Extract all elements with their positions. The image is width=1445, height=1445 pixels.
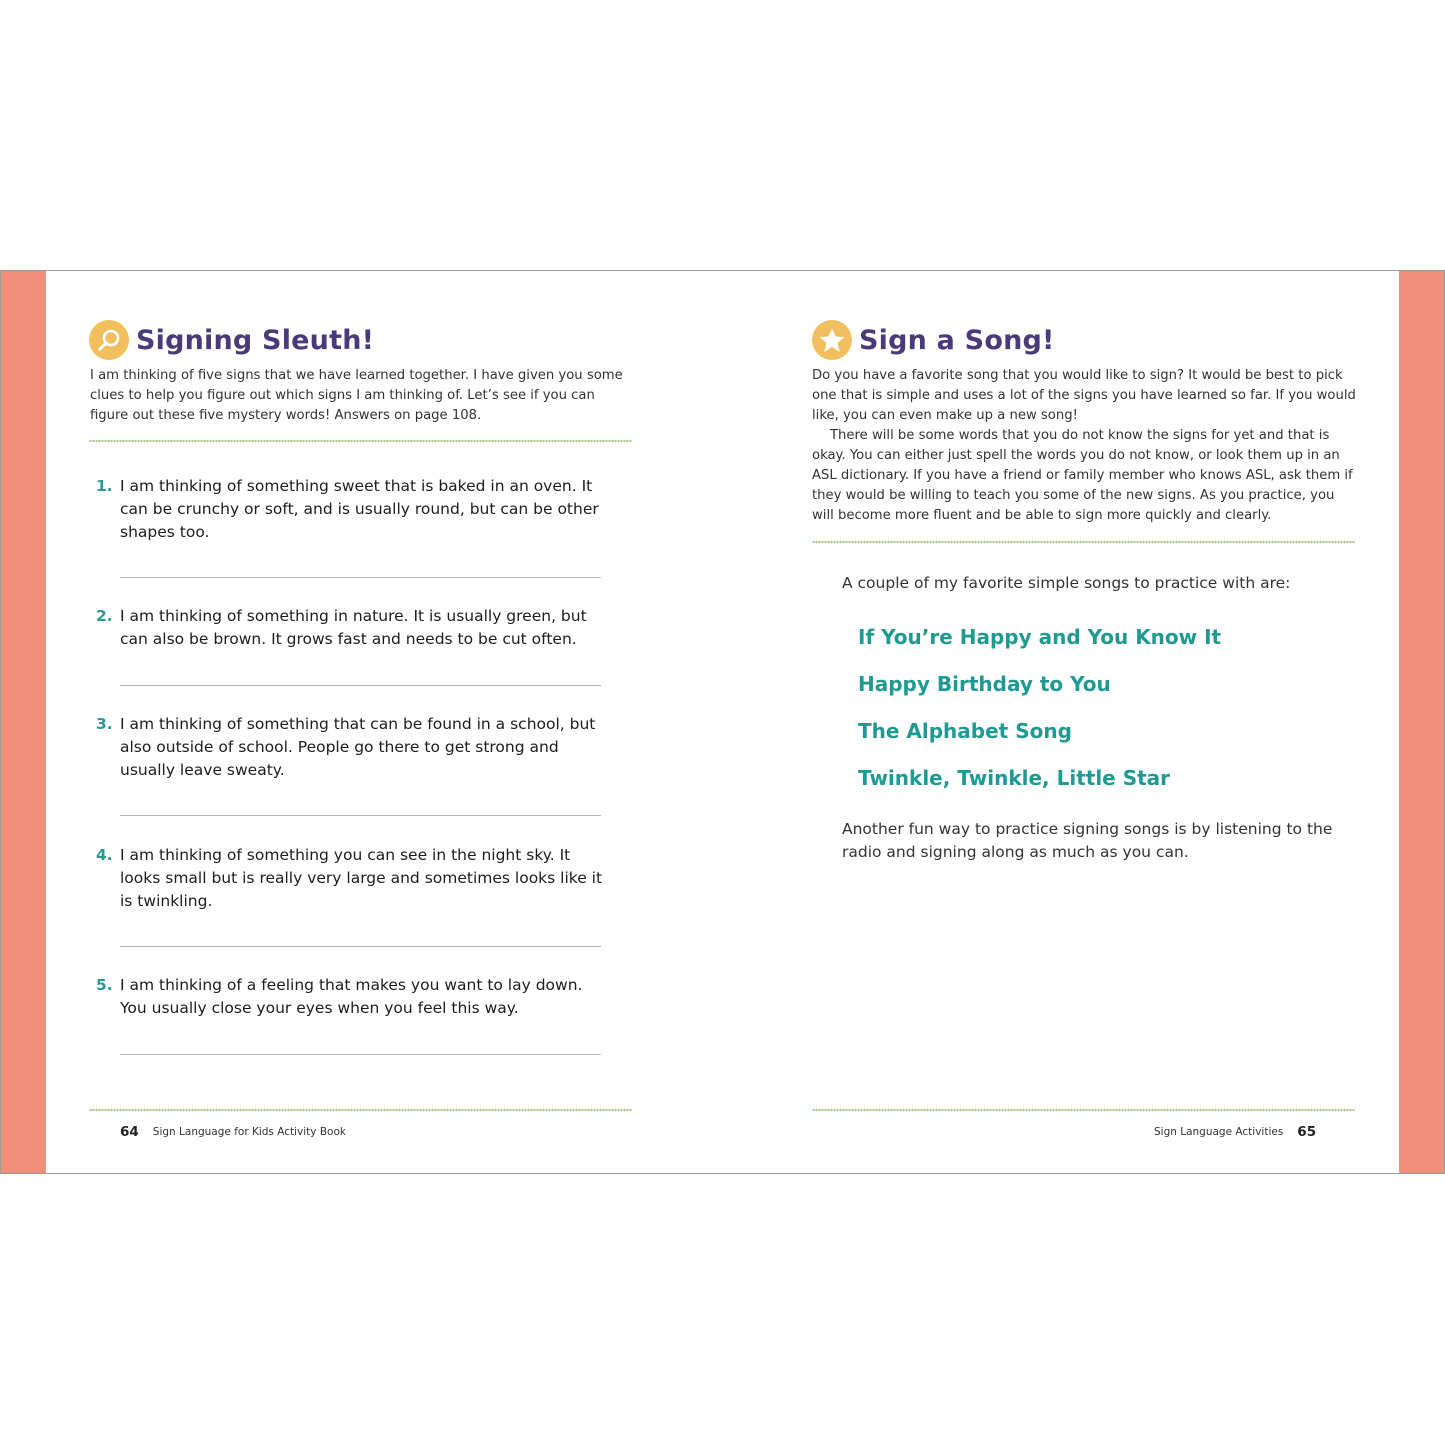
section-title: Sign Language Activities [1154, 1126, 1284, 1138]
intro-paragraph: There will be some words that you do not know the signs for yet and that is okay. You can either just spell the words you do not know, or look them up in an ASL dictionary. If you have a friend or family member who knows ASL, ask them if they would be willing to teach you some of the new signs. As you practice, you will become more fluent and be able to sign more quickly and clearly. [812, 428, 1353, 523]
question-item [96, 605, 606, 651]
question-item [96, 974, 606, 1020]
answer-line[interactable] [120, 577, 601, 578]
answer-line[interactable] [120, 815, 601, 816]
question-text: I am thinking of a feeling that makes you want to lay down. You usually close your eyes when you feel this way. [120, 976, 583, 1017]
dotted-divider [89, 439, 632, 443]
intro-paragraph: Do you have a favorite song that you would like to sign? It would be best to pick one that is simple and uses a lot of the signs you have learned so far. If you would like, you can even make up a new song! [812, 368, 1356, 423]
answer-line[interactable] [120, 1054, 601, 1055]
song-title: Twinkle, Twinkle, Little Star [858, 766, 1171, 790]
page-number: 64 [120, 1124, 139, 1140]
song-title: The Alphabet Song [858, 719, 1072, 743]
question-number: 1. [96, 477, 113, 495]
right-footer [1154, 1124, 1316, 1140]
book-title: Sign Language for Kids Activity Book [152, 1126, 346, 1138]
song-title: Happy Birthday to You [858, 672, 1111, 696]
song-title: If You’re Happy and You Know It [858, 625, 1222, 649]
question-number: 3. [96, 715, 113, 733]
left-page-intro [90, 366, 635, 426]
answer-line[interactable] [120, 946, 601, 947]
left-page-edge [1, 271, 46, 1173]
question-text: I am thinking of something sweet that is baked in an oven. It can be crunchy or soft, and is usually round, but can be other shapes too. [120, 477, 599, 541]
question-text: I am thinking of something that can be found in a school, but also outside of school. People go there to get strong and usually leave sweaty. [120, 715, 596, 779]
magnifying-glass-icon [89, 320, 129, 360]
left-page-heading [89, 320, 374, 360]
question-item [96, 475, 606, 544]
star-icon [812, 320, 852, 360]
right-page-edge [1399, 271, 1444, 1173]
question-number: 5. [96, 976, 113, 994]
right-page-title: Sign a Song! [859, 324, 1055, 356]
question-number: 4. [96, 846, 113, 864]
right-page-intro [812, 366, 1357, 526]
question-number: 2. [96, 607, 113, 625]
closing-text: Another fun way to practice signing songs is by listening to the radio and signing along as much as you can. [842, 820, 1333, 861]
dotted-divider [89, 1108, 632, 1112]
dotted-divider [812, 1108, 1355, 1112]
question-item [96, 844, 606, 913]
left-footer [120, 1124, 346, 1140]
dotted-divider [812, 540, 1355, 544]
question-text: I am thinking of something in nature. It is usually green, but can also be brown. It grows fast and needs to be cut often. [120, 607, 587, 648]
songs-lead: A couple of my favorite simple songs to practice with are: [842, 574, 1291, 592]
question-item [96, 713, 606, 782]
left-page-title: Signing Sleuth! [136, 324, 375, 356]
intro-text: I am thinking of five signs that we have learned together. I have given you some clues to help you figure out which signs I am thinking of. Let’s see if you can figure out these five mystery words! Answers on page 108. [90, 368, 623, 423]
right-page-heading [812, 320, 1055, 360]
page-number: 65 [1297, 1124, 1317, 1140]
answer-line[interactable] [120, 685, 601, 686]
question-text: I am thinking of something you can see in the night sky. It looks small but is really very large and sometimes looks like it is twinkling. [120, 846, 603, 910]
